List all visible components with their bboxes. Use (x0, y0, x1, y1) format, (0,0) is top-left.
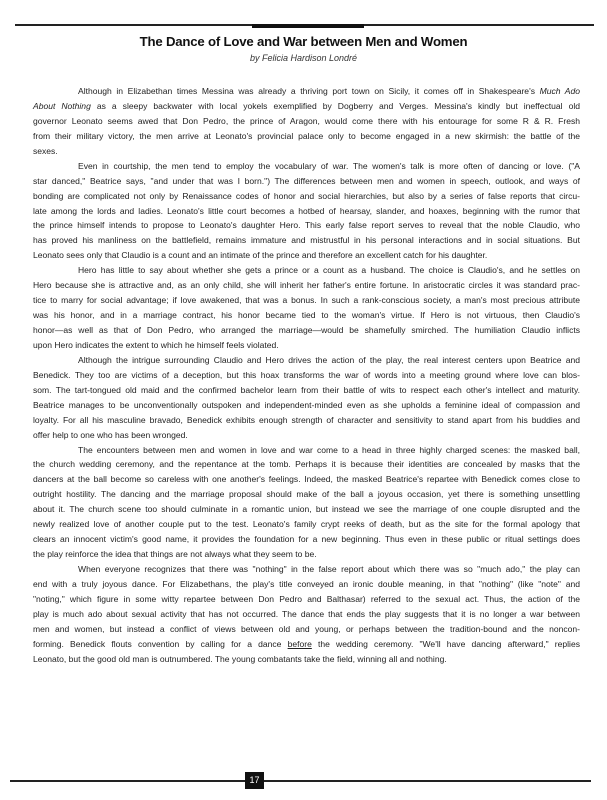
text-line (33, 278, 580, 293)
text-segment: Although the intrigue surrounding Claudio and Hero drives the action of the play, the real interest centers upon Beatrice and (78, 354, 580, 365)
header-rule-accent (252, 24, 364, 28)
text-segment: offer help to one who has been wronged. (33, 429, 188, 440)
text-line (33, 562, 580, 577)
text-segment: governor Leonato seems awed that Don Pedro, the prince of Aragon, would come there with his entourage for some R & R. Fresh (33, 115, 580, 126)
text-segment: Hero because she is attractive and, as an only child, she will inherit her father's entire fortune. In aristocratic circles it was standard prac- (33, 280, 580, 291)
text-line (33, 233, 580, 248)
text-segment: sexes. (33, 145, 58, 156)
text-line (33, 487, 580, 502)
text-segment: When everyone recognizes that there was "nothing" in the false report about which there was so "much ado," the play can (78, 564, 580, 574)
text-line (33, 114, 580, 129)
italic-title-text: About Nothing (33, 100, 91, 111)
text-segment: men and women, but instead a conflict of views between old and young, or perhaps between the tradition-bound and the noncon- (33, 623, 580, 634)
text-line (33, 443, 580, 458)
text-segment: forming. Benedick flouts convention by calling for a dance (33, 638, 288, 649)
italic-title-text: Much Ado (539, 86, 580, 96)
text-line (33, 532, 580, 547)
text-segment: the wedding ceremony. "We'll have dancing afterward," replies (311, 638, 580, 649)
text-line (33, 99, 580, 114)
text-segment: Even in courtship, the men tend to employ the vocabulary of war. The women's talk is more often of dancing or love. ("A (78, 160, 580, 171)
text-line (33, 189, 580, 204)
text-segment: late among the lords and ladies. Leonato's little court becomes a hotbed of hearsay, slander, and hoaxes, beginning with the rumor that (33, 205, 580, 216)
text-line (33, 428, 580, 443)
text-segment: newly realized love of another couple put to the test. Leonato's family crypt reeks of death, but as the site for the formal apology that (33, 519, 580, 530)
article-title: The Dance of Love and War between Men and Women (139, 34, 468, 49)
text-segment: from their military victory, the men arrive at Leonato's provincial palace only to become engaged in a new skirmish: the battle of the (33, 130, 580, 141)
text-segment: "noting," which figure in some witty repartee between Don Pedro and Balthasar) referred to the sexual act. Thus, the action of the (33, 593, 580, 604)
text-segment: about it. The church scene too should culminate in a romantic union, but instead we see the marriage of one couple disrupted and the (33, 504, 580, 515)
text-line (33, 547, 580, 562)
text-line (33, 323, 580, 338)
article-body (33, 84, 580, 667)
text-segment: The encounters between men and women in love and war come to a head in three highly charged scenes: the masked ball, (78, 444, 580, 455)
text-line (33, 144, 580, 159)
text-line (33, 637, 580, 652)
paragraph (33, 263, 580, 353)
text-segment: star danced," Beatrice says, "and under that was I born.") The differences between men and women in speech, outlook, and ways of (33, 175, 580, 186)
text-line (33, 368, 580, 383)
page-number: 17 (245, 772, 264, 789)
text-line (33, 398, 580, 413)
text-segment: Leonato sees only that Claudio is a count and an intimate of the prince and therefore an excellent catch for his daughter. (33, 250, 488, 261)
underlined-text: before (287, 638, 312, 649)
text-segment: Benedick. They too are victims of a deception, but this hoax transforms the war of words into a meeting ground where love can blos- (33, 369, 580, 380)
text-segment: Hero has little to say about whether she gets a prince or a count as a husband. The choice is Claudio's, and he settles on (78, 265, 580, 276)
text-line (33, 263, 580, 278)
text-segment: upon Hero indicates the extent to which he himself feels violated. (33, 339, 279, 350)
text-line (33, 413, 580, 428)
text-segment: was his honor, and in a marriage contract, his honor became tied to the woman's virtue. If Hero is not virtuous, then Claudio's (33, 310, 580, 321)
text-segment: outright hostility. The dancing and the marriage proposal should make of the ball a joyous occasion, yet there is something unsettling (33, 489, 580, 500)
text-segment: Although in Elizabethan times Messina was already a thriving port town on Sicily, it comes off in Shakespeare's (78, 86, 540, 96)
text-segment: tice to marry for social advantage; if love awakened, that was a bonus. In such a rank-conscious society, a man's most precious attribute (33, 295, 580, 306)
text-line (33, 607, 580, 622)
text-line (33, 592, 580, 607)
paragraph (33, 562, 580, 667)
text-line (33, 652, 580, 667)
text-line (33, 174, 580, 189)
text-line (33, 353, 580, 368)
text-line (33, 338, 580, 353)
text-segment: Leonato, but the good old man is outnumbered. The young combatants take the field, winning all and nothing. (33, 653, 447, 664)
text-segment: play is much ado about sexual activity that has not occurred. The dance that ends the play suggests that it is no longer a war between (33, 608, 580, 619)
paragraph (33, 84, 580, 159)
text-segment: som. The tart-tongued old maid and the confirmed bachelor learn from their battle of wits to respect each other's intellect and maturity. (33, 384, 580, 395)
text-segment: the play reinforce the idea that things are not always what they seem to be. (33, 549, 317, 560)
text-line (33, 84, 580, 99)
text-line (33, 472, 580, 487)
text-segment: dancers at the ball become so careless with one another's feelings. Indeed, the masked Beatrice's repartee with Benedick comes close to (33, 474, 580, 485)
text-segment: loyalty. For all his masculine bravado, Benedick exhibits enough strength of character and sensitivity to stand apart from his buddies and (33, 414, 580, 425)
text-line (33, 218, 580, 233)
text-line (33, 383, 580, 398)
paragraph (33, 443, 580, 563)
text-line (33, 457, 580, 472)
text-line (33, 308, 580, 323)
text-line (33, 517, 580, 532)
text-line (33, 293, 580, 308)
text-line (33, 204, 580, 219)
text-line (33, 577, 580, 592)
footer-rule (10, 780, 591, 782)
text-segment: honor—as well as that of Don Pedro, who arranged the marriage—would be shamefully smirched. The humiliation Claudio inflicts (33, 325, 580, 335)
text-line (33, 129, 580, 144)
text-line (33, 248, 580, 263)
text-segment: the prince himself intends to propose to Leonato's daughter Hero. This early false report serves to reveal that the noble Claudio, who (33, 220, 580, 231)
text-segment: Beatrice manages to be unconventionally outspoken and independent-minded even as she upholds a feminine ideal of compassion and (33, 399, 580, 410)
text-segment: as a sleepy backwater with local yokels exemplified by Dogberry and Verges. Messina's kindly but ineffectual old (90, 100, 581, 111)
article-byline: by Felicia Hardison Londré (249, 53, 358, 63)
text-line (33, 502, 580, 517)
text-segment: has proved his manliness on the battlefield, remains immature and mistrustful in his personal interactions and in social situations. But (33, 235, 580, 246)
text-segment: bonding are complicated not only by Renaissance codes of honor and social hierarchies, but also by a series of false reports that circu- (33, 190, 580, 201)
paragraph (33, 159, 580, 264)
text-segment: clears an innocent victim's good name, it provides the foundation for a new beginning. Thus even in these public or ritual settings does (33, 534, 580, 545)
text-line (33, 622, 580, 637)
text-segment: end with a truly joyous dance. For Elizabethans, the play's title conveyed an ironic double meaning, in that "nothing" (like "note" and (33, 578, 580, 589)
paragraph (33, 353, 580, 443)
text-line (33, 159, 580, 174)
text-segment: the church wedding ceremony, and the repentance at the tomb. Perhaps it is because their identities are concealed by masks that the (33, 459, 580, 470)
